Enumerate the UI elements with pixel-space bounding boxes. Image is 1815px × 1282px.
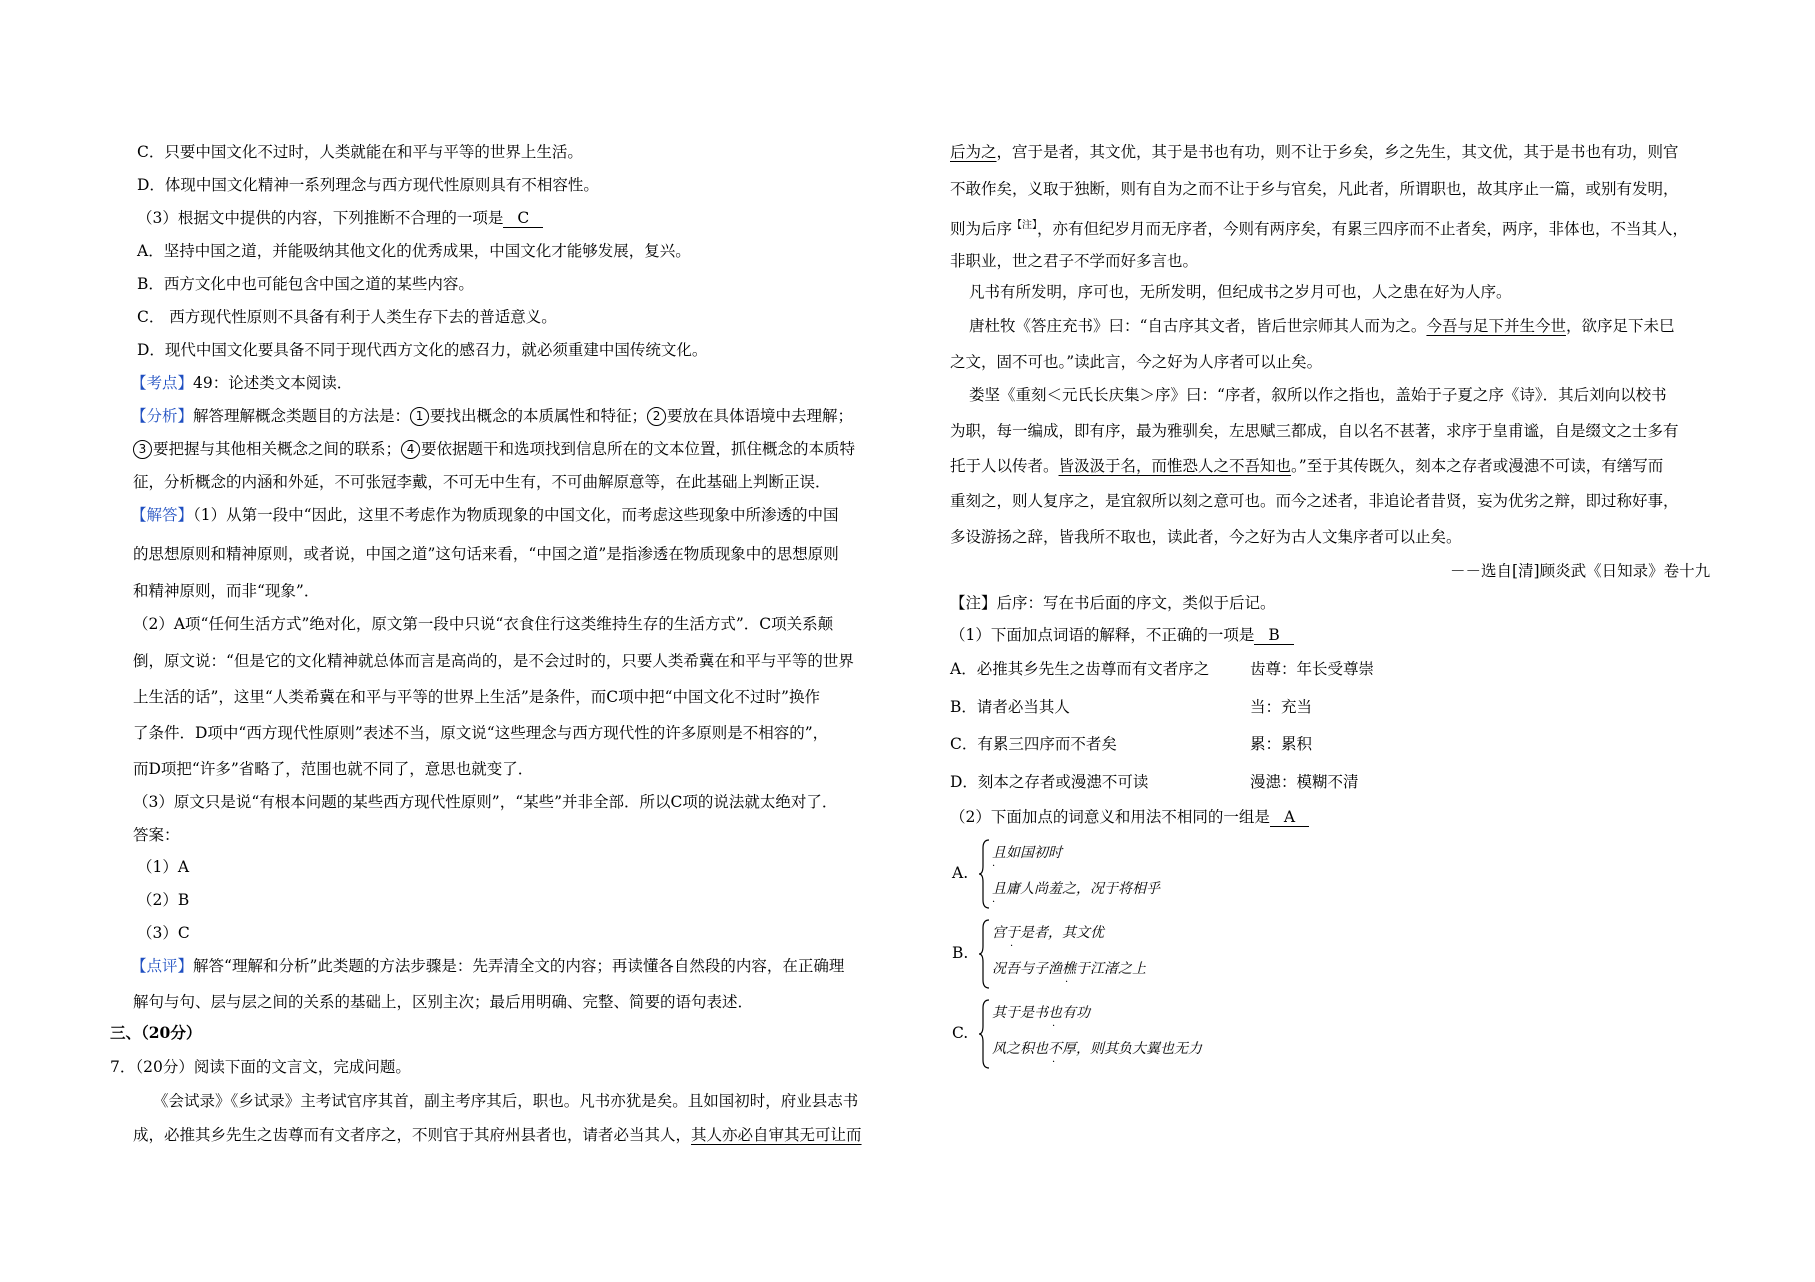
q2-option-b xyxy=(950,918,1250,990)
passage-line-6: 非职业，世之君子不学而好多言也。 xyxy=(950,252,1199,270)
passage-line-3 xyxy=(950,141,1679,163)
passage-line-12 xyxy=(950,455,1663,477)
question-7: 7．（20分）阅读下面的文言文，完成问题。 xyxy=(110,1058,411,1076)
option-d-line: D．体现中国文化精神一系列理念与西方现代性原则具有不相容性。 xyxy=(137,176,599,194)
jieda-line: （3）原文只是说“有根本问题的某些西方现代性原则”，“某些”并非全部．所以C项的说法就太绝对了． xyxy=(133,793,838,811)
q2-option-a xyxy=(950,838,1250,910)
option-label: B. xyxy=(952,944,969,962)
passage-line-14: 多设游扬之辞，皆我所不取也，读此者，今之好为古人文集序者可以止矣。 xyxy=(950,528,1462,546)
footnote: 【注】后序：写在书后面的序文，类似于后记。 xyxy=(950,594,1276,612)
q1-option-b-gloss: 当：充当 xyxy=(1250,698,1313,716)
q1-option-a-gloss: 齿尊：年长受尊崇 xyxy=(1250,660,1375,678)
note-marker: 【注】 xyxy=(1012,220,1038,231)
dianping-tag: 【点评】 xyxy=(131,957,194,975)
fenxi-line-2 xyxy=(133,438,855,460)
passage-line-4: 不敢作矣，义取于独断，则有自为之而不让于乡与官矣，凡此者，所谓职也，故其序止一篇，或别有发明， xyxy=(950,180,1679,198)
q1-option-b: B．请者必当其人 xyxy=(950,698,1070,716)
passage-line-1: 《会试录》《乡试录》主考试官序其首，副主考序其后，职也。凡书亦犹是矣。且如国初时，府业县志书 xyxy=(153,1092,859,1110)
answer-1: （1）A xyxy=(137,858,190,876)
q3-option-c: C． 西方现代性原则不具备有利于人类生存下去的普适意义。 xyxy=(137,308,557,326)
q1-option-d: D．刻本之存者或漫漶不可读 xyxy=(950,773,1149,791)
jieda-line: 上生活的话”，这里“人类希冀在和平与平等的世界上生活”是条件，而C项中把“中国文化不过时”换作 xyxy=(133,688,820,706)
question-2-prefix: （2）下面加点的词意义和用法不相同的一组是 xyxy=(950,808,1270,826)
option-line-2: 风之积也不厚，则其负大翼也无力 xyxy=(992,1041,1202,1057)
passage-line-9: 之文，固不可也。”读此言，今之好为人序者可以止矣。 xyxy=(950,353,1323,371)
source-attribution: －－选自[清]顾炎武《日知录》卷十九 xyxy=(1450,562,1711,580)
question-3-answer: C xyxy=(503,209,543,228)
option-line-1: 宫于是者，其文优 xyxy=(992,925,1104,941)
dianping-text-1: 解答“理解和分析”此类题的方法步骤是：先弄清全文的内容；再读懂各自然段的内容，在正确理 xyxy=(193,957,845,975)
brace-icon xyxy=(978,998,992,1070)
option-c-line: C．只要中国文化不过时，人类就能在和平与平等的世界上生活。 xyxy=(137,143,583,161)
kaodian-line xyxy=(131,372,352,394)
question-2-answer: A xyxy=(1270,808,1309,827)
option-line-1: 且如国初时 xyxy=(992,845,1062,861)
brace-icon xyxy=(978,838,992,910)
jieda-line: 了条件．D项中“西方现代性原则”表述不当，原文说“这些理念与西方现代性的许多原则是不相容的”， xyxy=(133,724,829,742)
question-3 xyxy=(137,207,543,229)
question-1-prefix: （1）下面加点词语的解释，不正确的一项是 xyxy=(950,626,1255,644)
option-line-2: 况吾与子渔樵于江渚之上 xyxy=(992,961,1146,977)
option-label: C. xyxy=(952,1024,969,1042)
kaodian-text: 49：论述类文本阅读． xyxy=(193,374,353,392)
option-line-2: 且庸人尚羞之，况于将相乎 xyxy=(992,881,1160,897)
jieda-line: 和精神原则，而非“现象”． xyxy=(133,582,320,600)
passage-text: ，欲序足下未巳 xyxy=(1565,317,1675,335)
fenxi-line-1 xyxy=(131,405,853,427)
fenxi-line-3: 征，分析概念的内涵和外延，不可张冠李戴，不可无中生有，不可曲解原意等，在此基础上判断正误． xyxy=(133,473,831,491)
option-line-1: 其于是书也有功 xyxy=(992,1005,1090,1021)
emphasis-dot: · xyxy=(1065,977,1069,988)
underlined-phrase: 今吾与足下并生今世 xyxy=(1426,317,1566,335)
q1-option-a: A．必推其乡先生之齿尊而有文者序之 xyxy=(950,660,1210,678)
circled-number-1: 1 xyxy=(410,407,429,426)
section-3-heading: 三、（20分） xyxy=(110,1023,202,1042)
question-1-answer: B xyxy=(1254,626,1293,645)
emphasis-dot: · xyxy=(992,861,996,872)
fenxi-text-1a: 解答理解概念类题目的方法是： xyxy=(193,407,411,425)
emphasis-dot: · xyxy=(992,897,996,908)
fenxi-text-2a: 要把握与其他相关概念之间的联系； xyxy=(153,440,402,458)
passage-line-11: 为职，每一编成，即有序，最为雅驯矣，左思赋三都成，自以名不甚著，求序于皇甫谧，自是缀文之士多有 xyxy=(950,422,1679,440)
underlined-phrase: 其人亦必自审其无可让而 xyxy=(691,1126,862,1144)
passage-line-8 xyxy=(969,315,1674,337)
underlined-phrase: 皆汲汲于名，而惟恐人之不吾知也 xyxy=(1058,457,1292,475)
circled-number-4: 4 xyxy=(401,440,420,459)
answer-2: （2）B xyxy=(137,891,190,909)
jieda-text-1: （1）从第一段中“因此，这里不考虑作为物质现象的中国文化，而考虑这些现象中所渗透的中国 xyxy=(193,506,839,524)
circled-number-2: 2 xyxy=(647,407,666,426)
passage-text: ，宫于是者，其文优，其于是书也有功，则不让于乡矣，乡之先生，其文优，其于是书也有功，则官 xyxy=(996,143,1679,161)
passage-line-7: 凡书有所发明，序可也，无所发明，但纪成书之岁月可也，人之患在好为人序。 xyxy=(969,283,1512,301)
passage-text: 托于人以传者。 xyxy=(950,457,1059,475)
fenxi-text-1b: 要找出概念的本质属性和特征； xyxy=(430,407,648,425)
question-2 xyxy=(950,806,1309,828)
q3-option-a: A．坚持中国之道，并能吸纳其他文化的优秀成果，中国文化才能够发展，复兴。 xyxy=(137,242,691,260)
emphasis-dot: · xyxy=(1052,1021,1056,1032)
answer-3: （3）C xyxy=(137,924,190,942)
q3-option-b: B．西方文化中也可能包含中国之道的某些内容。 xyxy=(137,275,474,293)
passage-line-5 xyxy=(950,215,1688,240)
passage-text-2a: 成，必推其乡先生之齿尊而有文者序之，不则官于其府州县者也，请者必当其人， xyxy=(133,1126,692,1144)
q3-option-d: D．现代中国文化要具备不同于现代西方文化的感召力，就必须重建中国传统文化。 xyxy=(137,341,708,359)
passage-line-13: 重刻之，则人复序之，是宜叙所以刻之意可也。而今之述者，非追论者昔贤，妄为优劣之辩，即过称好事， xyxy=(950,492,1679,510)
fenxi-text-2b: 要依据题干和选项找到信息所在的文本位置，抓住概念的本质特 xyxy=(421,440,856,458)
question-1 xyxy=(950,624,1294,646)
passage-text: 唐杜牧《答庄充书》曰：“自古序其文者，皆后世宗师其人而为之。 xyxy=(969,317,1427,335)
jieda-line: 倒，原文说：“但是它的文化精神就总体而言是高尚的，是不会过时的，只要人类希冀在和平与平等的世界 xyxy=(133,652,854,670)
emphasis-dot: · xyxy=(1052,1057,1056,1068)
fenxi-text-1c: 要放在具体语境中去理解； xyxy=(667,407,854,425)
q2-option-c xyxy=(950,998,1250,1070)
passage-text: ，亦有但纪岁月而无序者，今则有两序矣，有累三四序而不止者矣，两序，非体也，不当其人， xyxy=(1037,220,1689,239)
option-label: A. xyxy=(952,864,969,882)
emphasis-dot: · xyxy=(1010,941,1014,952)
passage-text: 则为后序 xyxy=(950,220,1013,239)
q1-option-d-gloss: 漫漶：模糊不清 xyxy=(1250,773,1359,791)
jieda-tag: 【解答】 xyxy=(131,506,194,524)
jieda-line-1 xyxy=(131,504,839,526)
q1-option-c: C．有累三四序而不者矣 xyxy=(950,735,1117,753)
passage-line-10: 娄坚《重刻＜元氏长庆集＞序》曰：“序者，叙所以作之指也，盖始于子夏之序《诗》．其后刘向以校书 xyxy=(969,386,1667,404)
underlined-phrase: 后为之 xyxy=(950,143,997,161)
answer-heading: 答案： xyxy=(133,826,180,844)
question-3-prefix: （3）根据文中提供的内容，下列推断不合理的一项是 xyxy=(137,209,504,227)
jieda-line: 的思想原则和精神原则，或者说，中国之道”这句话来看，“中国之道”是指渗透在物质现象中的思想原则 xyxy=(133,545,839,563)
jieda-line: （2）A项“任何生活方式”绝对化，原文第一段中只说“衣食住行这类维持生存的生活方式”．C项关系颠 xyxy=(133,615,834,633)
fenxi-tag: 【分析】 xyxy=(131,407,194,425)
brace-icon xyxy=(978,918,992,990)
jieda-line: 而D项把“许多”省略了，范围也就不同了，意思也就变了． xyxy=(133,760,534,778)
kaodian-tag: 【考点】 xyxy=(131,374,194,392)
passage-line-2 xyxy=(133,1124,862,1146)
q1-option-c-gloss: 累：累积 xyxy=(1250,735,1313,753)
circled-number-3: 3 xyxy=(133,440,152,459)
dianping-line-1 xyxy=(131,955,844,977)
dianping-line-2: 解句与句、层与层之间的关系的基础上，区别主次；最后用明确、完整、简要的语句表述． xyxy=(133,993,754,1011)
passage-text: 。”至于其传既久，刻本之存者或漫漶不可读，有缮写而 xyxy=(1291,457,1664,475)
